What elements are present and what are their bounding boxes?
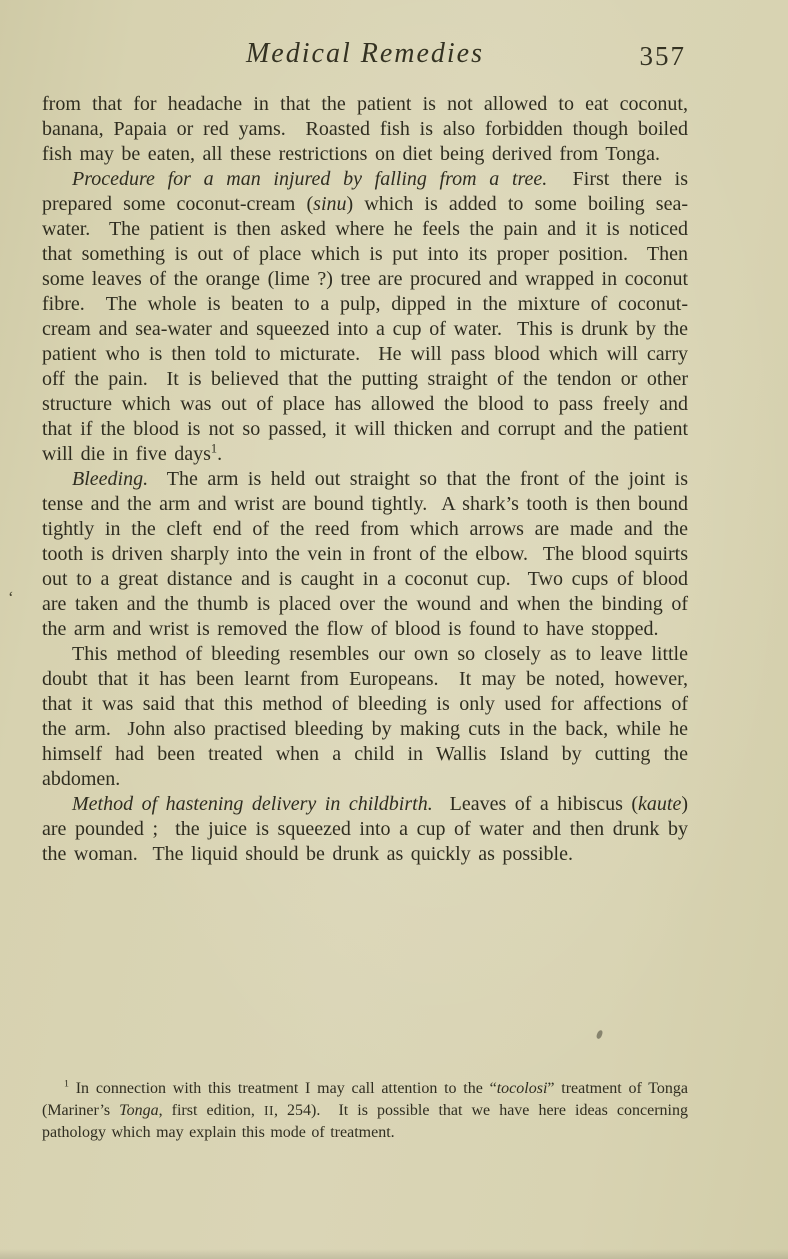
paragraph xyxy=(42,92,696,167)
body-text-segment: II xyxy=(263,1103,275,1118)
paragraph xyxy=(42,167,696,467)
body-text-segment: , 254). It is possible that we have here ideas concerning pathology which may explain this mode of treatment. xyxy=(42,1102,694,1141)
page-text xyxy=(42,92,696,867)
footnote xyxy=(42,1078,694,1144)
italic-text: sinu xyxy=(313,193,347,215)
body-text-segment: ) which is added to some boiling sea-water. The patient is then asked where he feels the pain and it is noticed that something is out of place which is put into its proper position. Then some leaves of the orange (lime ?) tree are procured and wrapped in coconut fibre. The whole is beaten to a pulp, dipped in the mixture of coconut-cream and sea-water and squeezed into a cup of water. This is drunk by the patient who is then told to micturate. He will pass blood which will carry off the pain. It is believed that the putting straight of the tendon or other structure which was out of place has allowed the blood to pass freely and that if the blood is not so passed, it will thicken and corrupt and the patient will die in five days xyxy=(42,193,696,465)
body-text-segment: from that for headache in that the patient is not allowed to eat coconut, banana, Papaia or red yams. Roasted fish is also forbidden though boiled fish may be eaten, all these restrictions on diet being derived from Tonga. xyxy=(42,93,696,165)
italic-text: Bleeding. xyxy=(72,468,149,490)
paragraph xyxy=(42,792,696,867)
body-text-segment: . xyxy=(217,443,223,465)
page-number: 357 xyxy=(639,41,686,71)
body-text-segment: , first edition, xyxy=(158,1102,264,1119)
body-text-segment: Leaves of a hibiscus ( xyxy=(432,793,639,815)
footnote-paragraph xyxy=(42,1078,694,1144)
italic-text: Tonga xyxy=(119,1102,159,1119)
footnote-marker: 1 xyxy=(64,1078,69,1090)
italic-text: kaute xyxy=(638,793,682,815)
body-text-segment: This method of bleeding resembles our own so closely as to leave little doubt that it has been learnt from Europeans. It may be noted, however, that it was said that this method of bleeding is only used for affections of the arm. John also practised bleeding by making cuts in the back, while he himself had been treated when a child in Wallis Island by cutting the abdomen. xyxy=(42,643,696,790)
body-text-segment: ” treatment of Tonga (Mariner’s xyxy=(42,1080,694,1119)
body-text-segment: In connection with this treatment I may call attention to the “ xyxy=(68,1080,497,1097)
running-head-title: Medical Remedies xyxy=(245,38,485,69)
italic-text: Method of hastening delivery in childbirth. xyxy=(72,793,433,815)
body-text-segment: First there is prepared some coconut-cream ( xyxy=(42,168,696,215)
margin-stray-mark: ‘ xyxy=(8,588,14,607)
italic-text: Procedure for a man injured by falling from a tree. xyxy=(72,168,548,190)
page-header xyxy=(42,38,688,78)
paragraph xyxy=(42,467,696,642)
body-text-segment: The arm is held out straight so that the front of the joint is tense and the arm and wrist are bound tightly. A shark’s tooth is then bound tightly in the cleft end of the reed from which arrows are made and the tooth is driven sharply into the vein in front of the elbow. The blood squirts out to a great distance and is caught in a coconut cup. Two cups of blood are taken and the thumb is placed over the wound and when the binding of the arm and wrist is removed the flow of blood is found to have stopped. xyxy=(42,468,696,640)
italic-text: tocolosi xyxy=(496,1080,548,1097)
ink-speck xyxy=(596,1029,604,1039)
footnote-marker: 1 xyxy=(210,441,218,456)
body-text-segment: ) are pounded ; the juice is squeezed into a cup of water and then drunk by the woman. The liquid should be drunk as quickly as possible. xyxy=(42,793,696,865)
paragraph xyxy=(42,642,696,792)
